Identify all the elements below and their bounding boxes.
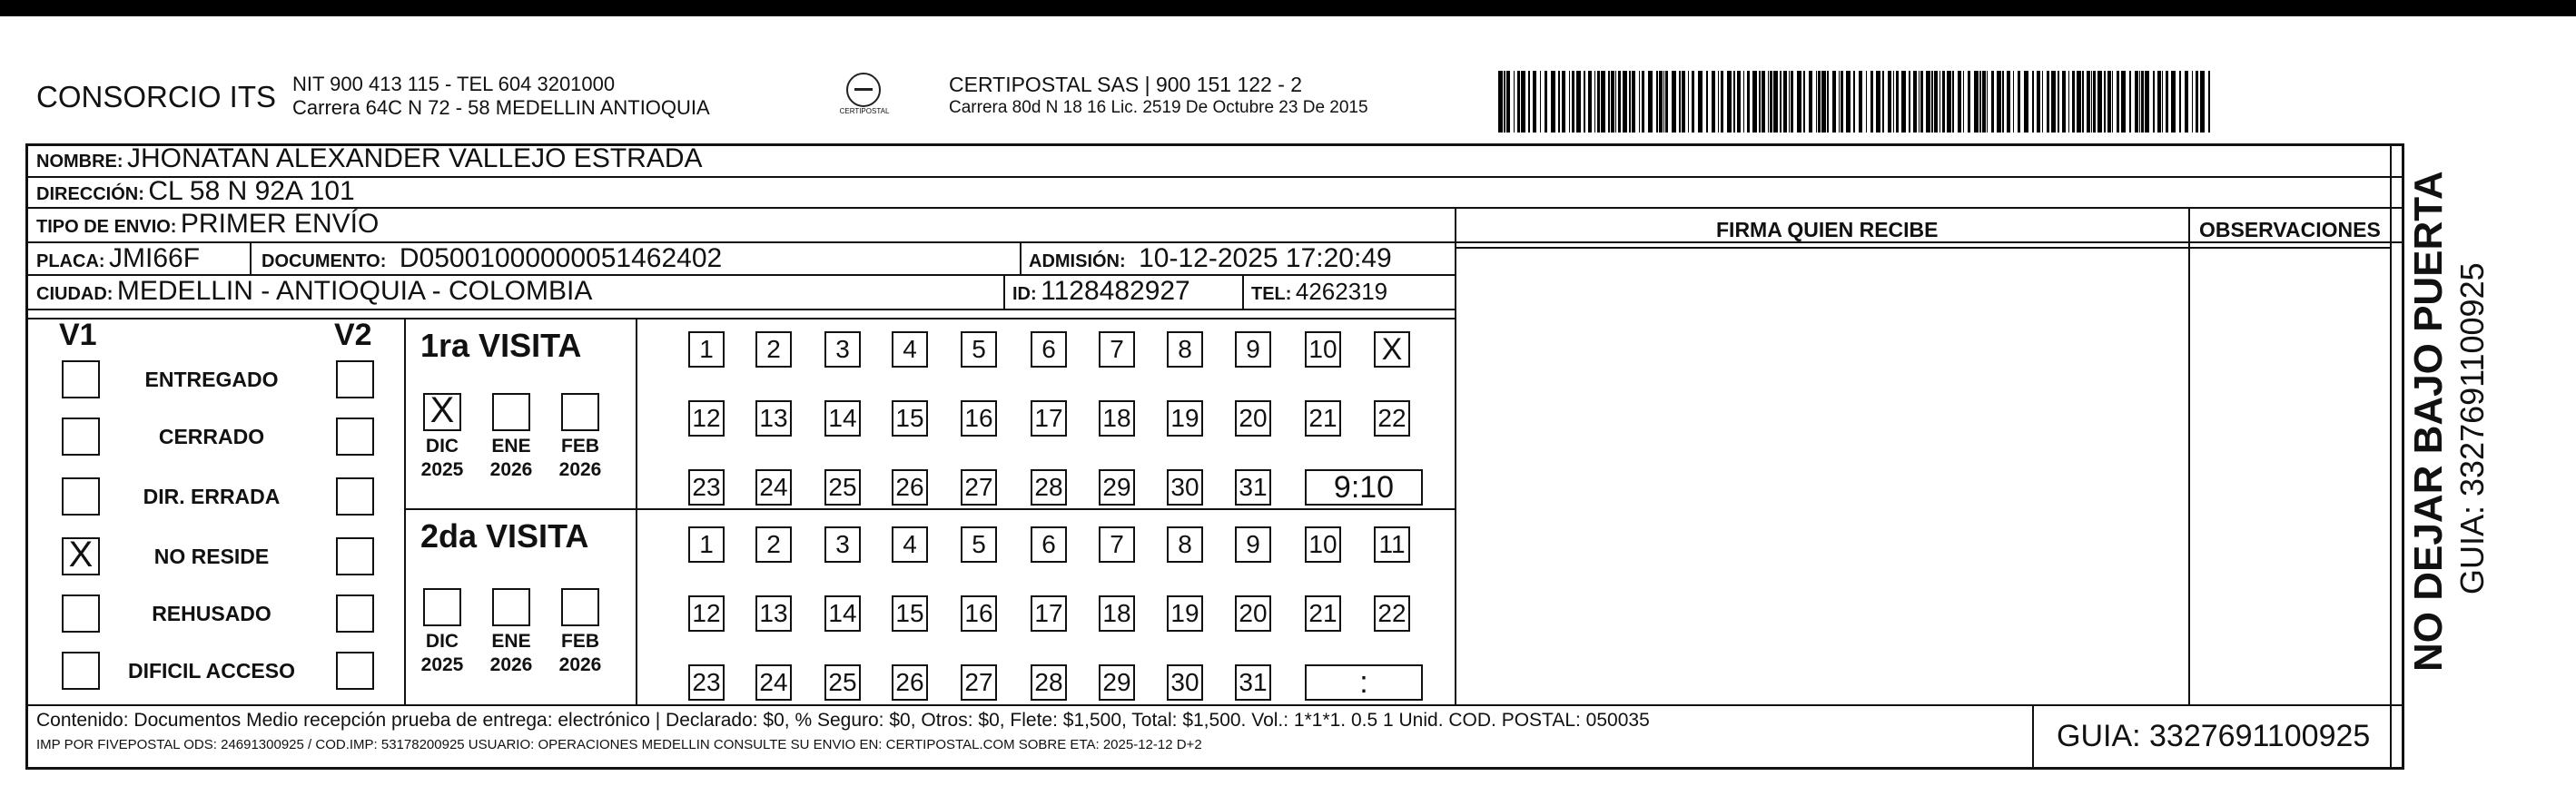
day-box[interactable]: 1 [688,331,725,368]
v2-checkbox[interactable] [336,418,374,456]
v2-checkbox[interactable] [336,360,374,398]
day-box[interactable]: 7 [1099,331,1135,368]
day-box[interactable]: 27 [961,469,997,506]
day-box[interactable]: 29 [1099,664,1135,701]
placa-label: PLACA: [36,251,105,271]
status-label: NO RESIDE [153,545,270,568]
day-box[interactable]: 28 [1031,469,1067,506]
day-box[interactable]: 2 [755,331,792,368]
day-box[interactable]: 1 [688,526,725,563]
id-value: 1128482927 [1041,276,1190,306]
tel-value: 4262319 [1295,278,1388,305]
v1-checkbox[interactable]: X [62,537,100,575]
month-label: ENE 2026 [489,436,533,480]
admision-field [1029,243,1392,274]
day-box[interactable]: 9 [1235,526,1271,563]
day-box[interactable]: 13 [755,595,792,632]
direccion-row [36,176,355,207]
company-info-line2: Carrera 64C N 72 - 58 MEDELLIN ANTIOQUIA [292,96,710,119]
carrier-info-line1: CERTIPOSTAL SAS | 900 151 122 - 2 [949,73,1303,96]
day-box[interactable]: 22 [1374,595,1410,632]
day-box[interactable]: 31 [1235,469,1271,506]
status-label: ENTREGADO [144,368,279,391]
admision-label: ADMISIÓN: [1029,251,1126,271]
day-box[interactable]: 4 [892,526,928,563]
placa-field [36,243,200,274]
top-edge-bar [0,0,2576,16]
footer-guia: GUIA: 3327691100925 [2057,719,2371,753]
tel-label: TEL: [1251,284,1292,304]
status-label: REHUSADO [152,602,271,625]
month-label: DIC 2025 [420,436,464,480]
day-box[interactable]: 31 [1235,664,1271,701]
v2-checkbox[interactable] [336,652,374,690]
month-checkbox[interactable] [561,588,599,626]
tipo-envio-label: TIPO DE ENVIO: [36,217,177,237]
id-label: ID: [1012,284,1037,304]
placa-value: JMI66F [109,243,201,273]
day-box[interactable]: 14 [824,400,861,437]
day-box[interactable]: 3 [824,331,861,368]
direccion-value: CL 58 N 92A 101 [148,176,355,206]
observaciones-label: OBSERVACIONES [2199,218,2381,241]
day-box[interactable]: 6 [1031,331,1067,368]
month-checkbox[interactable] [561,393,599,431]
day-box[interactable]: 18 [1099,400,1135,437]
tipo-envio-row [36,209,379,240]
first-visit-title: 1ra VISITA [420,327,582,364]
day-box[interactable]: 2 [755,526,792,563]
direccion-label: DIRECCIÓN: [36,184,144,204]
month-label: FEB 2026 [558,436,602,480]
documento-label: DOCUMENTO: [262,251,387,271]
day-box[interactable]: 26 [892,469,928,506]
day-box[interactable]: 6 [1031,526,1067,563]
day-box[interactable]: 26 [892,664,928,701]
day-box[interactable]: 29 [1099,469,1135,506]
day-box[interactable]: 21 [1305,595,1341,632]
certipostal-logo: CERTIPOSTAL [835,73,890,123]
month-checkbox[interactable]: X [423,393,461,431]
day-box[interactable]: 28 [1031,664,1067,701]
nombre-row [36,143,703,174]
day-box[interactable]: 20 [1235,400,1271,437]
day-box[interactable]: 14 [824,595,861,632]
status-label: CERRADO [158,425,265,448]
day-box[interactable]: 16 [961,595,997,632]
day-box[interactable]: 17 [1031,400,1067,437]
day-box[interactable]: 24 [755,469,792,506]
company-info [292,73,710,120]
status-label: DIFICIL ACCESO [127,659,295,683]
month-checkbox[interactable] [492,588,530,626]
day-box[interactable]: 21 [1305,400,1341,437]
v1-header: V1 [59,318,97,352]
day-box[interactable]: 15 [892,595,928,632]
day-box[interactable]: 17 [1031,595,1067,632]
day-box[interactable]: 8 [1167,331,1203,368]
day-box[interactable]: 30 [1167,469,1203,506]
second-visit-title: 2da VISITA [420,517,589,555]
day-box[interactable]: 10 [1305,526,1341,563]
nombre-label: NOMBRE: [36,152,123,172]
delivery-form [25,143,2404,770]
v2-checkbox[interactable] [336,537,374,575]
day-box[interactable]: 5 [961,526,997,563]
id-field [1012,276,1190,307]
day-box[interactable]: 23 [688,664,725,701]
v1-checkbox[interactable] [62,360,100,398]
footer-content: Contenido: Documentos Medio recepción prueba de entrega: electrónico | Declarado: $0, % Seguro: $0, Otros: $0, Flete: $1,500, Total: $1,500. Vol.: 1*1*1. 0.5 1 Unid. COD. POSTAL: 050035 [36,710,1650,731]
v2-checkbox[interactable] [336,477,374,516]
v1-checkbox[interactable] [62,652,100,690]
day-box[interactable]: 19 [1167,400,1203,437]
day-box[interactable]: 12 [688,595,725,632]
day-box[interactable]: 20 [1235,595,1271,632]
side-guia: GUIA: 3327691100925 [2453,262,2491,594]
day-box[interactable]: 24 [755,664,792,701]
day-box[interactable]: X [1374,331,1410,368]
v1-checkbox[interactable] [62,418,100,456]
day-box[interactable]: 7 [1099,526,1135,563]
footer-imp-info: IMP POR FIVEPOSTAL ODS: 24691300925 / COD.IMP: 53178200925 USUARIO: OPERACIONES MEDELLIN CONSULTE SU ENVIO EN: CERTIPOSTAL.COM SOBRE ETA: 2025-12-12 D+2 [36,737,1202,752]
time-box[interactable]: 9:10 [1305,469,1423,506]
day-box[interactable]: 12 [688,400,725,437]
day-box[interactable]: 8 [1167,526,1203,563]
month-label: ENE 2026 [489,631,533,675]
admision-value: 10-12-2025 17:20:49 [1139,243,1392,273]
day-box[interactable]: 5 [961,331,997,368]
carrier-info [949,73,1368,120]
day-box[interactable]: 3 [824,526,861,563]
time-box[interactable]: : [1305,664,1423,701]
ciudad-value: MEDELLIN - ANTIOQUIA - COLOMBIA [116,276,593,306]
day-box[interactable]: 10 [1305,331,1341,368]
day-box[interactable]: 23 [688,469,725,506]
v2-header: V2 [334,318,372,352]
month-checkbox[interactable] [492,393,530,431]
tipo-envio-value: PRIMER ENVÍO [180,209,380,239]
v2-checkbox[interactable] [336,594,374,633]
ciudad-label: CIUDAD: [36,284,114,304]
day-box[interactable]: 15 [892,400,928,437]
company-info-line1: NIT 900 413 115 - TEL 604 3201000 [292,73,616,95]
month-label: DIC 2025 [420,631,464,675]
day-box[interactable]: 19 [1167,595,1203,632]
day-box[interactable]: 25 [824,469,861,506]
status-label: DIR. ERRADA [143,485,281,508]
v1-checkbox[interactable] [62,477,100,516]
day-box[interactable]: 22 [1374,400,1410,437]
day-box[interactable]: 25 [824,664,861,701]
day-box[interactable]: 30 [1167,664,1203,701]
ciudad-field [36,276,592,307]
day-box[interactable]: 9 [1235,331,1271,368]
day-box[interactable]: 11 [1374,526,1410,563]
month-label: FEB 2026 [558,631,602,675]
day-box[interactable]: 16 [961,400,997,437]
company-name: CONSORCIO ITS [36,80,277,113]
tel-field [1251,278,1387,306]
firma-label: FIRMA QUIEN RECIBE [1716,218,1939,241]
documento-field [262,243,722,274]
month-checkbox[interactable] [423,588,461,626]
barcode [1498,71,2216,133]
v1-checkbox[interactable] [62,594,100,633]
carrier-info-line2: Carrera 80d N 18 16 Lic. 2519 De Octubre 23 De 2015 [949,98,1368,117]
documento-value: D05001000000051462402 [399,243,723,273]
day-box[interactable]: 4 [892,331,928,368]
day-box[interactable]: 18 [1099,595,1135,632]
day-box[interactable]: 13 [755,400,792,437]
day-box[interactable]: 27 [961,664,997,701]
warning-no-dejar: NO DEJAR BAJO PUERTA [2406,171,2451,672]
nombre-value: JHONATAN ALEXANDER VALLEJO ESTRADA [127,143,703,173]
